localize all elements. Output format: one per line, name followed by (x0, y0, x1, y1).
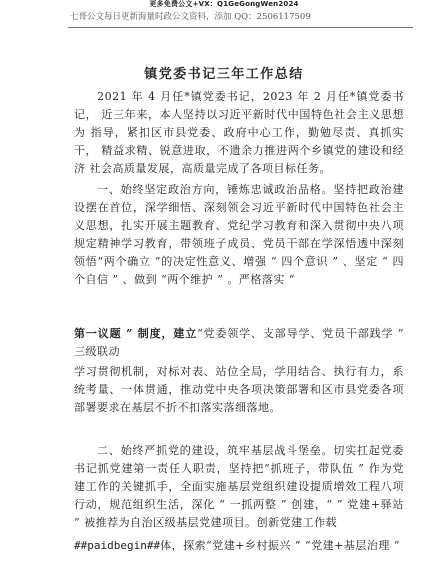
header-note: 七哥公文每日更新海量时政公文资料，添加 QQ：2506117509 (70, 12, 311, 22)
paragraph-text: 体，探索“党建+乡村振兴 ” “党建+基层治理 ” (160, 539, 401, 552)
emphasis-text: 第一议题 ” 制度，建立 (74, 327, 198, 340)
header-divider (68, 27, 413, 28)
document-title: 镇党委书记三年工作总结 (144, 67, 304, 82)
paragraph-text: 2021 年 4 月任*镇党委书记，2023 年 2 月任*镇党委书记， 近三年来，本人坚持以习近平新时代中国特色社会主义思想为 指导，紧扣区市县党委、政府中心工作，勤勉尽责、真抓实干， 精益求精、锐意进取，不遗余力推进两个乡镇党的建设和经济 社会高质量发展，高质量完成了各项目标任务。 (74, 90, 404, 175)
top-banner: 更多免费公文+VX：Q1GeGongWen2024 (149, 0, 299, 8)
paragraph-text: 学习贯彻机制，对标对表、站位全局，学用结合、执行有力，系统考量、一体贯通，推动党中央各项决策部署和区市县党委各项部署要求在基层不折不扣落实落细落地。 (74, 365, 404, 414)
paragraph-text: “党委领学、支部导学、党员干部践学 ” 三级联动 (74, 327, 404, 358)
paid-marker: ##paidbegin## (74, 539, 161, 552)
paragraph-section-two-cont (74, 537, 404, 555)
paragraph-text: 二、始终严抓党的建设，筑牢基层战斗堡垒。切实扛起党委书记抓党建第一责任人职责，坚持把“抓班子，带队伍 ” 作为党建工作的关键抓手，全面实施基层党组织建设提质增效工程八项行动，规范组织生活，深化 “ 一抓两整 ” 创建，“ ” 党建+驿站 ” 被推荐为自治区级基层党建项目。创新党建工作载 (74, 444, 404, 529)
paragraph-section-one-cont (74, 325, 404, 361)
paragraph-intro (74, 88, 404, 178)
paragraph-section-two (74, 442, 404, 532)
paragraph-section-one (74, 181, 404, 289)
paragraph-text: 一、始终坚定政治方向，锤炼忠诚政治品格。坚持把政治建设摆在首位，深学细悟、深刻领会习近平新时代中国特色社会主义思想，扎实开展主题教育、党纪学习教育和深入贯彻中央八项规定精神学习教育，带领班子成员、党员干部在学深悟透中深刻领悟“两个确立 ”的决定性意义、增强 “ 四个意识 ” 、坚定 “ 四个自信 ” 、做到 “两个维护 ” 。严格落实 “ (74, 183, 404, 286)
paragraph-section-one-end (74, 363, 404, 417)
